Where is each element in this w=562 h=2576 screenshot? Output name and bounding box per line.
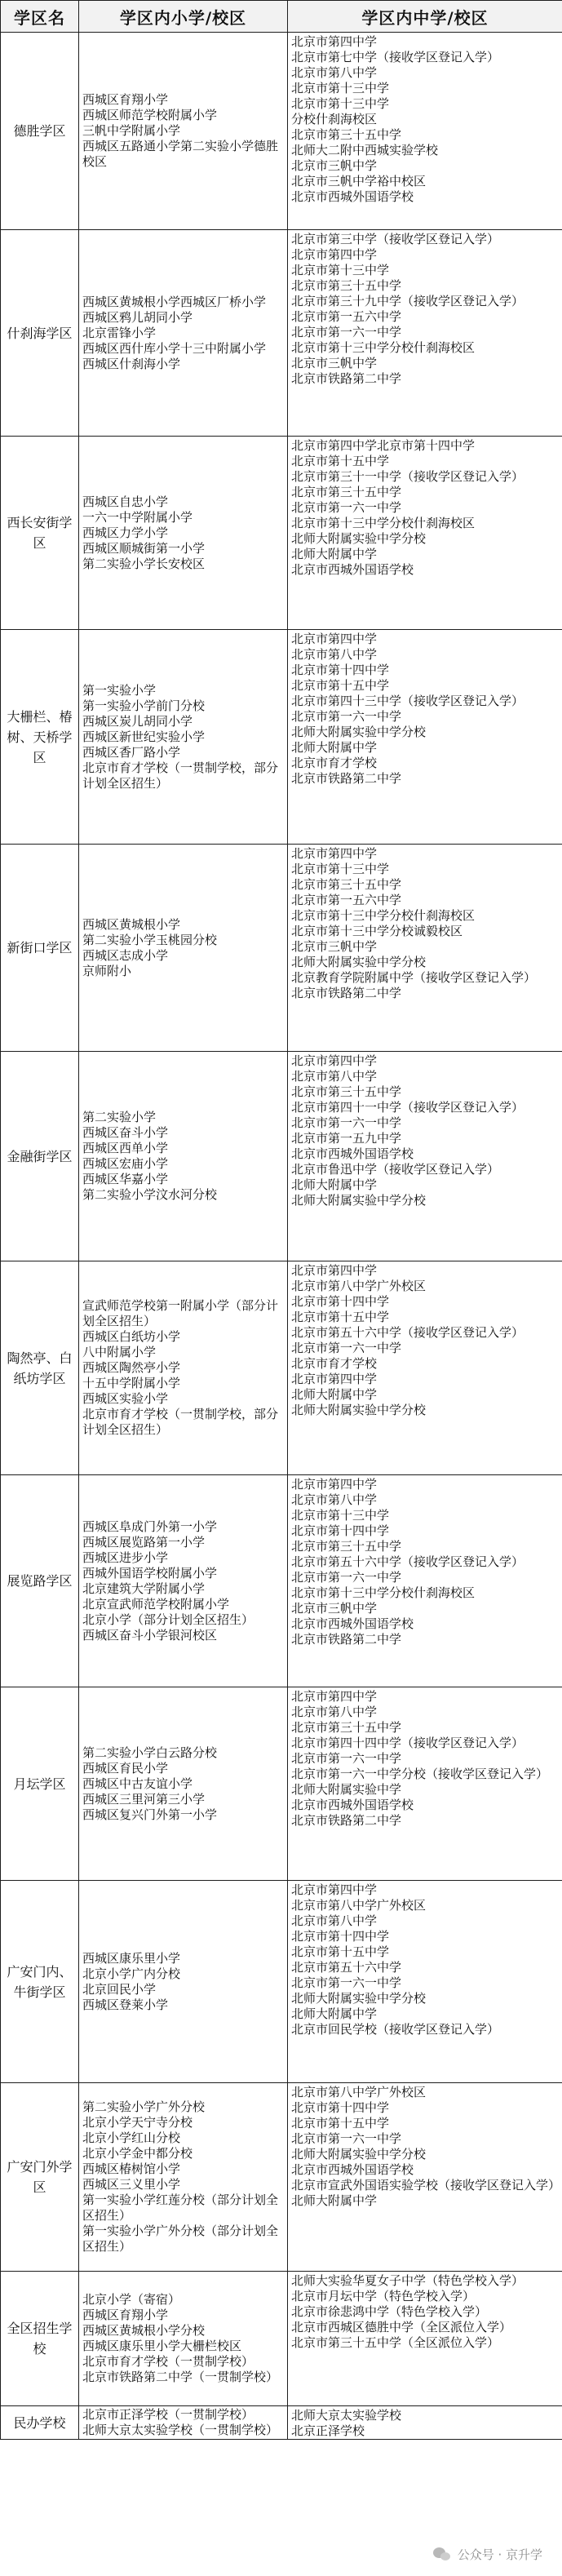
middle-school-item: 北京市三帆中学 <box>291 158 378 173</box>
middle-school-item: 北京市第一六一中学 <box>291 709 402 724</box>
middle-school-item: 北京市第一六一中学 <box>291 500 402 515</box>
primary-school-item: 西城区宏庙小学 <box>82 1156 169 1171</box>
primary-school-item: 西城区育翔小学 <box>82 2308 169 2322</box>
middle-school-item: 北师大附属实验中学 <box>291 1782 402 1797</box>
middle-school-item: 北京市西城外国语学校 <box>291 1798 414 1812</box>
middle-school-item: 北师大附属实验中学分校 <box>291 2147 427 2161</box>
primary-school-item: 西城区登莱小学 <box>82 1997 169 2012</box>
middle-school-item: 北京市第四中学 <box>291 632 378 646</box>
middle-schools-cell <box>288 1475 562 1687</box>
primary-school-item: 北京雷锋小学 <box>82 325 157 340</box>
middle-school-item: 北京市第四中学 <box>291 1689 378 1704</box>
primary-school-item: 西城区育民小学 <box>82 1760 169 1776</box>
middle-school-item: 北京市第一六一中学分校（接收学区登记入学） <box>291 1767 549 1781</box>
primary-school-item: 第二实验小学白云路分校 <box>82 1745 218 1760</box>
primary-schools-cell <box>79 437 288 630</box>
middle-school-item: 北京市第四十三中学（接收学区登记入学） <box>291 694 524 708</box>
district-name-cell: 广安门内、牛街学区 <box>1 1881 79 2083</box>
middle-school-item: 北京市三帆中学裕中校区 <box>291 174 427 188</box>
district-name-cell: 大栅栏、椿树、天桥学区 <box>1 630 79 845</box>
middle-school-item: 北京市第五十六中学（接收学区登记入学） <box>291 1325 524 1340</box>
middle-school-item: 北京市第十三中学 <box>291 81 390 95</box>
primary-school-item: 第一实验小学 <box>82 682 157 698</box>
primary-school-item: 第二实验小学广外分校 <box>82 2099 206 2114</box>
district-name-cell: 陶然亭、白纸坊学区 <box>1 1261 79 1475</box>
primary-school-item: 北京市育才学校（一贯制学校，部分计划全区招生） <box>82 1407 279 1437</box>
primary-school-item: 西城区什刹海小学 <box>82 356 181 371</box>
middle-school-item: 北京市第十四中学 <box>291 1294 390 1309</box>
primary-school-item: 西城区康乐里小学大栅栏校区 <box>82 2339 242 2353</box>
district-name-cell: 德胜学区 <box>1 33 79 230</box>
middle-schools-cell <box>288 33 562 230</box>
middle-school-item: 北京市第十四中学 <box>291 1929 390 1944</box>
middle-school-item: 北京市西城外国语学校 <box>291 2162 414 2177</box>
primary-school-item: 西城区黄城根小学 <box>82 916 181 932</box>
primary-school-item: 西城区鸦儿胡同小学 <box>82 309 193 325</box>
middle-schools-cell <box>288 1687 562 1881</box>
middle-school-item: 北京市铁路第二中学 <box>291 371 402 386</box>
middle-school-item: 北京市第四中学 <box>291 34 378 49</box>
primary-schools-cell <box>79 2083 288 2272</box>
middle-school-item: 北师大附属中学 <box>291 1387 378 1402</box>
middle-school-item: 北京教育学院附属中学（接收学区登记入学） <box>291 970 537 985</box>
middle-school-item: 北京市铁路第二中学 <box>291 1813 402 1828</box>
middle-school-item: 北师大附属实验中学分校 <box>291 725 427 739</box>
middle-schools-cell <box>288 1052 562 1261</box>
table-row <box>1 2083 562 2272</box>
header-primary-schools: 学区内小学/校区 <box>79 1 288 33</box>
middle-school-item: 北京市第四十四中学（接收学区登记入学） <box>291 1736 524 1750</box>
primary-schools-cell <box>79 1687 288 1881</box>
primary-school-item: 西城区力学小学 <box>82 525 169 540</box>
middle-school-item: 北京市第一六一中学 <box>291 1751 402 1766</box>
middle-school-item: 北京市第十三中学 <box>291 862 390 876</box>
middle-school-item: 北京市第三十五中学 <box>291 127 402 142</box>
primary-school-item: 第一实验小学广外分校（部分计划全区招生） <box>82 2224 279 2254</box>
primary-school-item: 西城区进步小学 <box>82 1550 169 1565</box>
middle-school-item: 北师大附属实验中学分校 <box>291 1403 427 1417</box>
middle-school-item: 北京市西城区德胜中学（全区派位入学） <box>291 2320 512 2334</box>
primary-school-item: 西城区白纸坊小学 <box>82 1329 181 1344</box>
middle-school-item: 北京市三帆中学 <box>291 939 378 954</box>
middle-school-item: 北京市鲁迅中学（接收学区登记入学） <box>291 1162 500 1177</box>
table-row <box>1 2406 562 2440</box>
table-row <box>1 2272 562 2406</box>
middle-school-item: 北京市第十五中学 <box>291 1310 390 1324</box>
primary-school-item: 西城区西什库小学十三中附属小学 <box>82 340 267 356</box>
middle-school-item: 北京市第五十六中学 <box>291 1960 402 1975</box>
middle-school-item: 北师大附属中学 <box>291 2193 378 2208</box>
middle-school-item: 北师大附属实验中学分校 <box>291 1193 427 1208</box>
middle-school-item: 北京市第三十五中学 <box>291 485 402 499</box>
middle-school-item: 北京市第四中学 <box>291 1372 378 1386</box>
middle-school-item: 北京市铁路第二中学 <box>291 986 402 1000</box>
primary-school-item: 北京小学红山分校 <box>82 2130 181 2145</box>
primary-school-item: 八中附属小学 <box>82 1345 157 1359</box>
middle-school-item: 北京市第八中学广外校区 <box>291 1898 427 1913</box>
primary-school-item: 第二实验小学长安校区 <box>82 556 206 571</box>
middle-school-item: 北师大附属中学 <box>291 1177 378 1192</box>
middle-school-item: 北京市第十三中学 <box>291 96 390 111</box>
primary-schools-cell <box>79 33 288 230</box>
middle-school-item: 北京市第一五九中学 <box>291 1131 402 1146</box>
middle-schools-cell <box>288 1881 562 2083</box>
middle-school-item: 北京市第一五六中学 <box>291 309 402 324</box>
middle-school-item: 北京市第三十一中学（接收学区登记入学） <box>291 469 524 484</box>
middle-school-item: 北京市育才学校 <box>291 1356 378 1371</box>
middle-school-item: 北京市第八中学 <box>291 647 378 662</box>
primary-school-item: 西城区自忠小学 <box>82 494 169 509</box>
middle-school-item: 北师大京太实验学校 <box>291 2408 402 2423</box>
middle-schools-cell <box>288 1261 562 1475</box>
district-name-cell: 金融街学区 <box>1 1052 79 1261</box>
middle-school-item: 北京市第十四中学 <box>291 1523 390 1538</box>
primary-school-item: 北京市育才学校（一贯制学校） <box>82 2354 254 2369</box>
district-name-cell: 展览路学区 <box>1 1475 79 1687</box>
primary-school-item: 一六一中学附属小学 <box>82 509 193 525</box>
table-header <box>1 1 562 33</box>
middle-school-item: 北京市第八中学 <box>291 1492 378 1507</box>
middle-school-item: 北京市西城外国语学校 <box>291 189 414 204</box>
middle-school-item: 北京市第四中学北京市第十四中学 <box>291 438 476 453</box>
middle-school-item: 北京市第三十五中学 <box>291 877 402 892</box>
primary-school-item: 西城区陶然亭小学 <box>82 1360 181 1375</box>
middle-school-item: 北京市第七中学（接收学区登记入学） <box>291 50 500 64</box>
middle-school-item: 北京市第十五中学 <box>291 454 390 468</box>
table-row <box>1 437 562 630</box>
middle-school-item: 北京市铁路第二中学 <box>291 1632 402 1647</box>
primary-school-item: 西城区黄城根小学分校 <box>82 2323 206 2338</box>
middle-school-item: 北京市育才学校 <box>291 756 378 770</box>
middle-school-item: 分校什刹海校区 <box>291 112 378 126</box>
middle-school-item: 北京市第一六一中学 <box>291 2131 402 2146</box>
middle-school-item: 北京市徐悲鸿中学（特色学校入学） <box>291 2304 488 2319</box>
middle-schools-cell <box>288 2083 562 2272</box>
primary-schools-cell <box>79 2406 288 2440</box>
middle-school-item: 北京市第三十五中学（全区派位入学） <box>291 2335 500 2350</box>
primary-school-item: 西城区香厂路小学 <box>82 744 181 760</box>
primary-school-item: 西城区三义里小学 <box>82 2177 181 2192</box>
middle-schools-cell <box>288 2272 562 2406</box>
middle-school-item: 北京市第十五中学 <box>291 1944 390 1959</box>
primary-school-item: 西城区三里河第三小学 <box>82 1791 206 1807</box>
middle-school-item: 北京市三帆中学 <box>291 356 378 370</box>
table-row <box>1 1687 562 1881</box>
district-name-cell: 民办学校 <box>1 2406 79 2440</box>
primary-school-item: 北京建筑大学附属小学 <box>82 1581 206 1596</box>
middle-school-item: 北京市第十四中学 <box>291 2100 390 2115</box>
middle-school-item: 北京市第十三中学分校什刹海校区 <box>291 908 476 923</box>
middle-school-item: 北师大附属实验中学分校 <box>291 1991 427 2006</box>
middle-school-item: 北京市第八中学广外校区 <box>291 2085 427 2099</box>
middle-school-item: 北京市铁路第二中学 <box>291 771 402 786</box>
middle-school-item: 北师大附属实验中学分校 <box>291 955 427 969</box>
district-name-cell: 西长安街学区 <box>1 437 79 630</box>
middle-schools-cell <box>288 845 562 1052</box>
primary-school-item: 西城区实验小学 <box>82 1391 169 1406</box>
primary-school-item: 第一实验小学前门分校 <box>82 698 206 713</box>
middle-school-item: 北京市第八中学 <box>291 1069 378 1084</box>
middle-school-item: 北师大二附中西城实验学校 <box>291 143 439 157</box>
middle-school-item: 北师大附属中学 <box>291 740 378 755</box>
primary-school-item: 第二实验小学玉桃园分校 <box>82 932 218 947</box>
primary-schools-cell <box>79 1881 288 2083</box>
primary-school-item: 北京小学天宁寺分校 <box>82 2115 193 2130</box>
middle-school-item: 北京市第十三中学 <box>291 263 390 277</box>
middle-school-item: 北京市第十三中学 <box>291 1508 390 1523</box>
middle-school-item: 北京市第十三中学分校诚毅校区 <box>291 924 463 938</box>
header-district: 学区名 <box>1 1 79 33</box>
middle-school-item: 北京市第十三中学分校什刹海校区 <box>291 516 476 530</box>
middle-school-item: 北京市第四十一中学（接收学区登记入学） <box>291 1100 524 1115</box>
middle-school-item: 北京市第四中学 <box>291 846 378 861</box>
primary-schools-cell <box>79 230 288 437</box>
wechat-logo-icon <box>433 2545 451 2563</box>
middle-school-item: 北京市三帆中学 <box>291 1601 378 1616</box>
middle-school-item: 北京市第四中学 <box>291 1477 378 1492</box>
middle-school-item: 北京市第一五六中学 <box>291 893 402 907</box>
primary-school-item: 三帆中学附属小学 <box>82 123 181 138</box>
middle-school-item: 北京市第十五中学 <box>291 2116 390 2130</box>
district-name-cell: 新街口学区 <box>1 845 79 1052</box>
middle-school-item: 北师大附属中学 <box>291 547 378 561</box>
middle-school-item: 北京市第三十五中学 <box>291 1084 402 1099</box>
table-row <box>1 1261 562 1475</box>
primary-school-item: 北京小学广内分校 <box>82 1966 181 1981</box>
middle-school-item: 北京市第三十九中学（接收学区登记入学） <box>291 294 524 308</box>
middle-school-item: 北京市第十四中学 <box>291 663 390 677</box>
primary-school-item: 西城区华嘉小学 <box>82 1172 169 1186</box>
middle-school-item: 北京市第八中学 <box>291 1913 378 1928</box>
primary-school-item: 西城区育翔小学 <box>82 92 169 107</box>
middle-schools-cell <box>288 2406 562 2440</box>
primary-school-item: 西城区中古友谊小学 <box>82 1776 193 1791</box>
middle-school-item: 北师大附属实验中学分校 <box>291 531 427 546</box>
primary-school-item: 西城区师范学校附属小学 <box>82 108 218 122</box>
district-name-cell: 全区招生学校 <box>1 2272 79 2406</box>
primary-school-item: 西城区阜成门外第一小学 <box>82 1519 218 1534</box>
middle-school-item: 北京市月坛中学（特色学校入学） <box>291 2289 476 2303</box>
table-row <box>1 230 562 437</box>
middle-school-item: 北京市第一六一中学 <box>291 325 402 339</box>
primary-school-item: 北京回民小学 <box>82 1981 157 1997</box>
primary-school-item: 京师附小 <box>82 963 132 978</box>
middle-school-item: 北京市第四中学 <box>291 1053 378 1068</box>
middle-school-item: 北京市第四中学 <box>291 1882 378 1897</box>
primary-school-item: 北京市正泽学校（一贯制学校） <box>82 2407 254 2422</box>
middle-school-item: 北京市宣武外国语实验学校（接收学区登记入学） <box>291 2178 561 2192</box>
primary-school-item: 北师大京太实验学校（一贯制学校） <box>82 2423 279 2437</box>
wechat-watermark <box>428 2542 551 2566</box>
primary-school-item: 第二实验小学汶水河分校 <box>82 1187 218 1202</box>
table-row <box>1 1052 562 1261</box>
table-row <box>1 845 562 1052</box>
primary-school-item: 西城区奋斗小学银河校区 <box>82 1627 218 1643</box>
primary-school-item: 西城区新世纪实验小学 <box>82 729 206 744</box>
primary-school-item: 西城区奋斗小学 <box>82 1125 169 1140</box>
middle-school-item: 北京市第三中学（接收学区登记入学） <box>291 232 500 246</box>
primary-school-item: 北京宣武师范学校附属小学 <box>82 1596 230 1612</box>
district-name-cell: 什刹海学区 <box>1 230 79 437</box>
table-row <box>1 33 562 230</box>
primary-school-item: 北京小学（寄宿） <box>82 2292 181 2307</box>
middle-school-item: 北京市第八中学 <box>291 65 378 80</box>
middle-school-item: 北京市西城外国语学校 <box>291 1146 414 1161</box>
primary-school-item: 西城区炭儿胡同小学 <box>82 713 193 729</box>
middle-schools-cell <box>288 230 562 437</box>
primary-school-item: 西城区五路通小学第二实验小学德胜校区 <box>82 139 279 169</box>
primary-school-item: 西城区志成小学 <box>82 947 169 963</box>
primary-school-item: 西城外国语学校附属小学 <box>82 1565 218 1581</box>
primary-school-item: 西城区复兴门外第一小学 <box>82 1807 218 1822</box>
district-name-cell: 广安门外学区 <box>1 2083 79 2272</box>
primary-school-item: 十五中学附属小学 <box>82 1376 181 1390</box>
table-row <box>1 630 562 845</box>
primary-schools-cell <box>79 845 288 1052</box>
middle-school-item: 北京市第十五中学 <box>291 678 390 693</box>
primary-schools-cell <box>79 2272 288 2406</box>
middle-school-item: 北京市回民学校（接收学区登记入学） <box>291 2022 500 2037</box>
header-row <box>1 1 562 33</box>
middle-school-item: 北京正泽学校 <box>291 2423 365 2438</box>
primary-school-item: 西城区康乐里小学 <box>82 1950 181 1966</box>
middle-school-item: 北京市第三十五中学 <box>291 1720 402 1735</box>
middle-school-item: 北京市第八中学 <box>291 1705 378 1719</box>
primary-school-item: 宣武师范学校第一附属小学（部分计划全区招生） <box>82 1298 279 1328</box>
primary-school-item: 北京市铁路第二中学（一贯制学校） <box>82 2370 279 2384</box>
middle-schools-cell <box>288 437 562 630</box>
primary-school-item: 西城区椿树馆小学 <box>82 2161 181 2176</box>
primary-schools-cell <box>79 630 288 845</box>
middle-school-item: 北师大实验华夏女子中学（特色学校入学） <box>291 2273 524 2288</box>
primary-school-item: 西城区黄城根小学西城区厂桥小学 <box>82 294 267 309</box>
district-name-cell: 月坛学区 <box>1 1687 79 1881</box>
primary-school-item: 第二实验小学 <box>82 1110 157 1124</box>
middle-school-item: 北京市第十三中学分校什刹海校区 <box>291 1585 476 1600</box>
middle-school-item: 北京市第一六一中学 <box>291 1570 402 1585</box>
middle-school-item: 北京市第一六一中学 <box>291 1341 402 1355</box>
header-middle-schools: 学区内中学/校区 <box>288 1 562 33</box>
middle-schools-cell <box>288 630 562 845</box>
middle-school-item: 北京市第三十五中学 <box>291 1539 402 1554</box>
middle-school-item: 北京市西城外国语学校 <box>291 562 414 577</box>
primary-schools-cell <box>79 1475 288 1687</box>
primary-school-item: 北京市育才学校（一贯制学校，部分计划全区招生） <box>82 760 279 791</box>
middle-school-item: 北京市第五十六中学（接收学区登记入学） <box>291 1554 524 1569</box>
middle-school-item: 北京市第八中学广外校区 <box>291 1279 427 1293</box>
table-body <box>1 33 562 2440</box>
middle-school-item: 北京市第十三中学分校什刹海校区 <box>291 340 476 355</box>
primary-school-item: 西城区顺城街第一小学 <box>82 540 206 556</box>
primary-school-item: 北京小学金中都分校 <box>82 2146 193 2161</box>
primary-school-item: 西城区展览路第一小学 <box>82 1534 206 1550</box>
primary-schools-cell <box>79 1261 288 1475</box>
middle-school-item: 北师大附属中学 <box>291 2006 378 2021</box>
watermark-text: 公众号 · 京升学 <box>457 2547 542 2562</box>
primary-school-item: 北京小学（部分计划全区招生） <box>82 1612 254 1627</box>
middle-school-item: 北京市第三十五中学 <box>291 278 402 293</box>
primary-school-item: 第一实验小学红莲分校（部分计划全区招生） <box>82 2192 279 2223</box>
middle-school-item: 北京市西城外国语学校 <box>291 1616 414 1631</box>
middle-school-item: 北京市第四中学 <box>291 1263 378 1278</box>
table-row <box>1 1475 562 1687</box>
middle-school-item: 北京市第一六一中学 <box>291 1975 402 1990</box>
primary-school-item: 西城区西单小学 <box>82 1141 169 1155</box>
table-row <box>1 1881 562 2083</box>
middle-school-item: 北京市第一六一中学 <box>291 1115 402 1130</box>
middle-school-item: 北京市第四中学 <box>291 247 378 262</box>
primary-schools-cell <box>79 1052 288 1261</box>
